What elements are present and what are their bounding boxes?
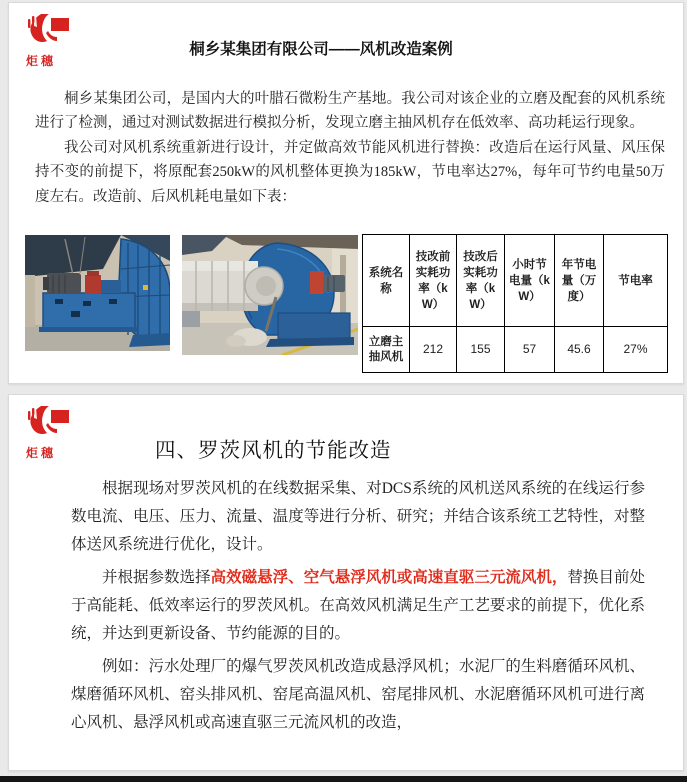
table-header-cell: 技改前实耗功率（kW）: [410, 235, 457, 327]
fan-photo-right: [182, 235, 358, 355]
table-header-cell: 小时节电量（kW）: [505, 235, 555, 327]
table-value-cell: 212: [410, 327, 457, 373]
table-value-cell: 57: [505, 327, 555, 373]
table-header-cell: 系统名称: [363, 235, 410, 327]
paragraph-retrofit: 我公司对风机系统重新进行设计，并定做高效节能风机进行替换：改造后在运行风量、风压保持不变的前提下，将原配套250kW的风机整体更换为185kW，节电率达27%，每年可节约电量50万度左右。改造前、后风机耗电量如下表：: [35, 139, 665, 205]
fan-photo-left-graphic: [25, 235, 170, 351]
photos-and-table-row: [9, 232, 685, 378]
fan-photo-left: [25, 235, 170, 351]
table-header-row: [363, 235, 668, 327]
table-value-cell: 45.6: [555, 327, 604, 373]
paragraph-replacement: [71, 564, 645, 648]
table-row: [363, 327, 668, 373]
logo-text: 炬穗: [26, 446, 57, 460]
intro-paragraphs: [35, 87, 665, 209]
section-heading: 四、罗茨风机的节能改造: [155, 440, 392, 462]
table-value-cell: 155: [457, 327, 505, 373]
document-page-1: [8, 2, 684, 384]
flame-logo-icon: [26, 405, 72, 438]
table-value-cell: 27%: [604, 327, 668, 373]
document-page-2: [8, 394, 684, 771]
paragraph-analysis: 根据现场对罗茨风机的在线数据采集、对DCS系统的风机送风系统的在线运行参数电流、电压、压力、流量、温度等进行分析、研究；并结合该系统工艺特性，对整体送风系统进行优化，设计。: [71, 480, 645, 553]
replacement-text-highlight: 高效磁悬浮、空气悬浮风机或高速直驱三元流风机，: [210, 569, 568, 586]
page-title: 桐乡某集团有限公司——风机改造案例: [189, 41, 453, 58]
table-header-cell: 年节电量（万度）: [555, 235, 604, 327]
replacement-text-before: 并根据参数选择: [102, 569, 211, 586]
logo-text: 炬穗: [26, 54, 57, 68]
paragraph-examples: 例如：污水处理厂的爆气罗茨风机改造成悬浮风机；水泥厂的生料磨循环风机、煤磨循环风机、窑头排风机、窑尾高温风机、窑尾排风机、水泥磨循环风机可进行离心风机、悬浮风机或高速直驱三元流风机的改造，: [71, 658, 645, 731]
replacement-text-after: 替换目前处于高能耗、低效率运行的罗茨风机。在高效风机满足生产工艺要求的前提下，优化系统，并达到更新设备、节约能源的目的。: [71, 569, 645, 642]
company-logo-page2: [26, 405, 86, 461]
table-row-header-cell: 立磨主抽风机: [363, 327, 410, 373]
power-table: [362, 234, 668, 373]
paragraph-detection: 桐乡某集团公司，是国内大的叶腊石微粉生产基地。我公司对该企业的立磨及配套的风机系统进行了检测，通过对测试数据进行模拟分析，发现立磨主抽风机存在低效率、高功耗运行现象。: [35, 91, 665, 132]
section-paragraphs: [71, 475, 645, 742]
table-header-cell: 节电率: [604, 235, 668, 327]
bottom-edge-bar: [0, 776, 687, 782]
table-header-cell: 技改后实耗功率（kW）: [457, 235, 505, 327]
fan-photo-right-graphic: [182, 235, 358, 355]
